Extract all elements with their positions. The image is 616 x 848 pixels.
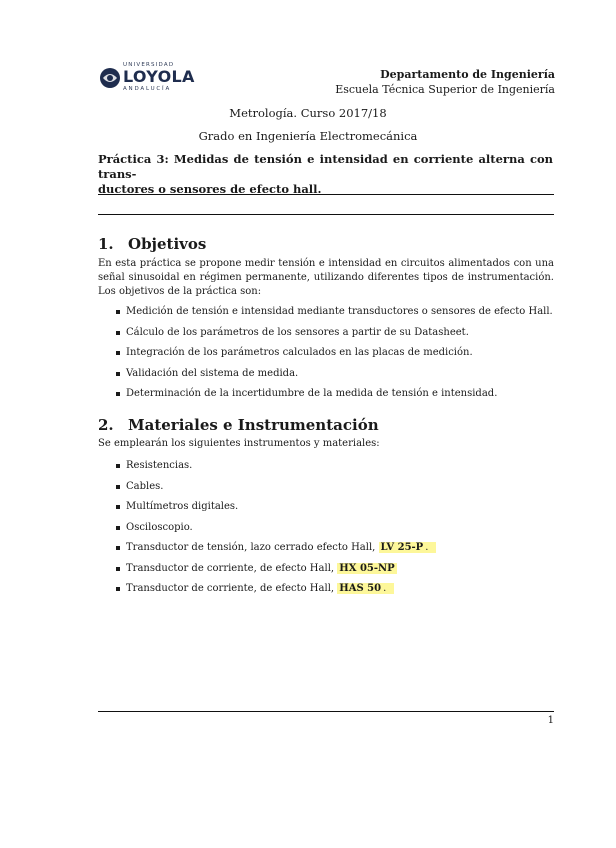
list-item: Osciloscopio.	[115, 521, 436, 542]
transducer-suffix: .	[425, 542, 436, 553]
school-name: Escuela Técnica Superior de Ingeniería	[335, 83, 555, 96]
section1-title: Objetivos	[128, 235, 207, 253]
section1-heading	[98, 235, 206, 253]
page-number: 1	[547, 715, 554, 726]
logo-main-text: LOYOLA	[123, 67, 195, 86]
department-name: Departamento de Ingeniería	[380, 68, 555, 81]
list-item	[115, 582, 436, 603]
practice-title-line1: Práctica 3: Medidas de tensión e intensidad en corriente alterna con trans-	[98, 152, 553, 181]
university-logo	[99, 62, 195, 94]
list-item: Resistencias.	[115, 459, 436, 480]
transducer-description: Transductor de corriente, de efecto Hall,	[126, 562, 335, 574]
section1-intro: En esta práctica se propone medir tensión e intensidad en circuitos alimentados con una señal sinusoidal en régimen permanente, utilizando diferentes tipos de instrumentación. Los objetivos de la práctica son:	[98, 258, 554, 297]
section2-title: Materiales e Instrumentación	[128, 416, 379, 434]
section2-intro: Se emplearán los siguientes instrumentos y materiales:	[98, 438, 380, 449]
list-item: Validación del sistema de medida.	[115, 367, 553, 388]
list-item: Determinación de la incertidumbre de la medida de tensión e intensidad.	[115, 387, 553, 408]
degree-title: Grado en Ingeniería Electromecánica	[198, 129, 418, 143]
section1-number: 1.	[98, 235, 114, 253]
list-item: Cálculo de los parámetros de los sensores a partir de su Datasheet.	[115, 326, 553, 347]
department-block	[335, 67, 555, 97]
objectives-list	[115, 305, 553, 408]
transducer-model-link[interactable]: HAS 50	[339, 583, 382, 594]
list-item: Medición de tensión e intensidad mediante transductores o sensores de efecto Hall.	[115, 305, 553, 326]
transducer-model-link[interactable]: LV 25-P	[380, 542, 424, 553]
practice-title	[98, 152, 553, 197]
transducer-description: Transductor de tensión, lazo cerrado efecto Hall,	[126, 542, 376, 553]
divider-bottom	[98, 214, 554, 215]
logo-top-text: UNIVERSIDAD	[123, 62, 175, 68]
divider-top	[98, 194, 554, 195]
list-item	[115, 562, 436, 583]
section2-heading	[98, 416, 379, 434]
list-item: Integración de los parámetros calculados en las placas de medición.	[115, 346, 553, 367]
transducer-description: Transductor de corriente, de efecto Hall,	[126, 583, 335, 594]
transducer-suffix: .	[383, 583, 394, 594]
footer-divider	[98, 711, 554, 712]
logo-emblem-icon	[99, 67, 121, 89]
section2-number: 2.	[98, 416, 114, 434]
logo-bottom-text: ANDALUCÍA	[123, 86, 172, 92]
list-item: Multímetros digitales.	[115, 500, 436, 521]
course-title: Metrología. Curso 2017/18	[229, 106, 387, 120]
list-item	[115, 541, 436, 562]
materials-list	[115, 459, 436, 603]
list-item: Cables.	[115, 480, 436, 501]
practice-title-line2: ductores o sensores de efecto hall.	[98, 182, 322, 196]
transducer-model-link[interactable]: HX 05-NP	[339, 562, 395, 574]
